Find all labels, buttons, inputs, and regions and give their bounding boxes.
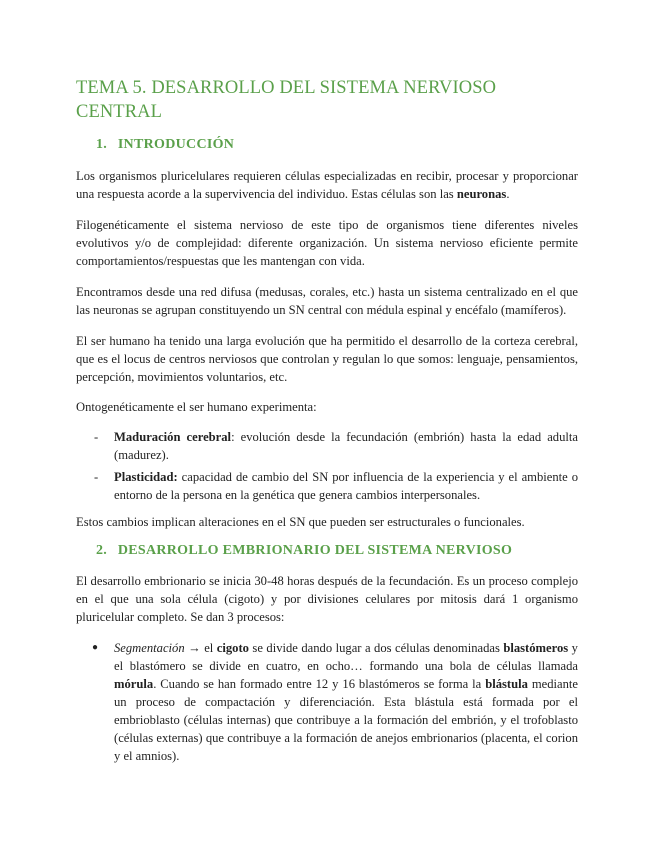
list-item-text: capacidad de cambio del SN por influencia de la experiencia y el ambiente o entorno de la persona en la genética que genera cambios interpersonales. — [114, 470, 578, 502]
list-item-text: . Cuando se han formado entre 12 y 16 blastómeros se forma la — [153, 677, 486, 691]
paragraph: Encontramos desde una red difusa (medusas, corales, etc.) hasta un sistema centralizado en el que las neuronas se agrupan constituyendo un SN central con médula espinal y encéfalo (mamíferos). — [76, 285, 578, 317]
list-item — [76, 639, 578, 765]
dash-list — [76, 428, 578, 504]
list-item-text: se divide dando lugar a dos células denominadas — [248, 641, 504, 655]
paragraph: El desarrollo embrionario se inicia 30-48 horas después de la fecundación. Es un proceso complejo en el que una sola célula (cigoto) y por divisiones celulares por mitosis dará 1 organismo pluricelular completo. Se dan 3 procesos: — [76, 574, 578, 624]
list-item-text: mediante un proceso de compactación y diferenciación. Esta blástula está formada por el embrioblasto (células internas) que contribuye a la formación del embrión, y el trofoblasto (células externas) que contribuye a la formación de anejos embrionarios (placenta, el corion y el amnios). — [114, 677, 578, 763]
bold-term: blástula — [485, 677, 528, 691]
bullet-list — [76, 639, 578, 765]
section-number: 1. — [96, 137, 108, 152]
paragraph — [76, 167, 578, 203]
dash-marker: - — [94, 430, 99, 444]
section-heading-introduccion — [76, 135, 578, 155]
page-title: TEMA 5. DESARROLLO DEL SISTEMA NERVIOSO CENTRAL — [76, 78, 497, 122]
list-item — [76, 428, 578, 464]
bold-term: mórula — [114, 677, 154, 691]
list-item-text: : evolución desde la fecundación (embrión) hasta la edad adulta (madurez). — [114, 430, 578, 462]
bullet-marker: ● — [92, 642, 99, 653]
bold-term: Maduración cerebral — [114, 430, 232, 444]
paragraph: Filogenéticamente el sistema nervioso de este tipo de organismos tiene diferentes niveles evolutivos y/o de complejidad: diferente organización. Un sistema nervioso eficiente permite comportamientos/respuestas que les mantengan con vida. — [76, 218, 578, 268]
bold-term: blastómeros — [503, 641, 569, 655]
paragraph: Ontogenéticamente el ser humano experimenta: — [76, 400, 317, 414]
italic-term: Segmentación — [114, 641, 185, 655]
list-item-text: → el — [184, 641, 217, 655]
paragraph: Estos cambios implican alteraciones en el SN que pueden ser estructurales o funcionales. — [76, 515, 525, 529]
paragraph: El ser humano ha tenido una larga evolución que ha permitido el desarrollo de la corteza cerebral, que es el locus de centros nerviosos que controlan y regulan lo que somos: lenguaje, pensamientos, percepción, movimientos voluntarios, etc. — [76, 334, 578, 384]
bold-term: Plasticidad: — [114, 470, 178, 484]
section-title: DESARROLLO EMBRIONARIO DEL SISTEMA NERVIOSO — [117, 543, 513, 558]
paragraph-text: . — [506, 187, 510, 201]
dash-marker: - — [94, 470, 99, 484]
bold-term: cigoto — [216, 641, 249, 655]
bold-term: neuronas — [456, 187, 507, 201]
paragraph-text: Los organismos pluricelulares requieren células especializadas en recibir, procesar y proporcionar una respuesta acorde a la supervivencia del individuo. Estas células son las — [76, 169, 578, 201]
section-title: INTRODUCCIÓN — [117, 137, 235, 152]
list-item — [76, 468, 578, 504]
section-heading-desarrollo-embrionario — [76, 541, 578, 561]
section-number: 2. — [96, 543, 108, 558]
list-item-text: y el blastómero se divide en cuatro, en ocho… formando una bola de células llamada — [114, 641, 578, 673]
